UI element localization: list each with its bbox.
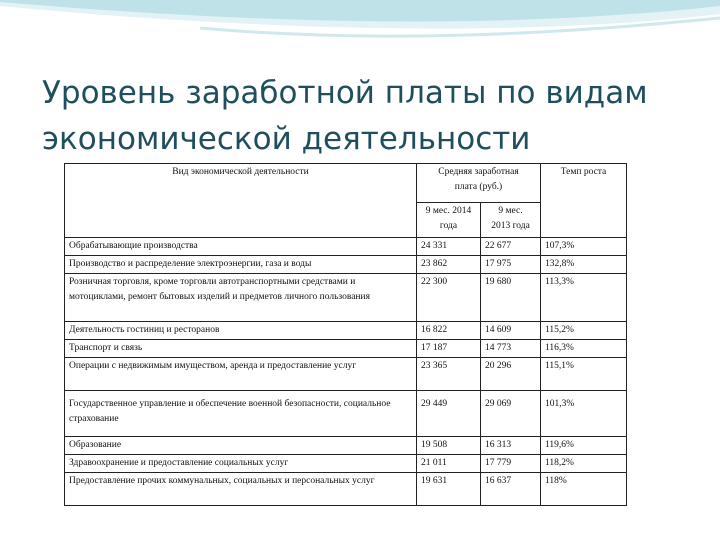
cell-activity: Деятельность гостиниц и ресторанов	[65, 322, 417, 340]
header-activity: Вид экономической деятельности	[65, 164, 417, 238]
cell-wage-2014: 21 011	[417, 455, 481, 473]
wage-table	[64, 163, 627, 506]
header-period-2013-line-1: 9 мес.	[498, 206, 523, 216]
cell-wage-2014: 24 331	[417, 238, 481, 256]
table-row	[65, 473, 627, 506]
table-row	[65, 238, 627, 256]
cell-activity: Транспорт и связь	[65, 340, 417, 358]
cell-wage-2014: 23 862	[417, 256, 481, 274]
table-row	[65, 274, 627, 322]
cell-wage-2014: 29 449	[417, 391, 481, 437]
cell-activity: Государственное управление и обеспечение военной безопасности, социальное страхование	[65, 391, 417, 437]
cell-wage-2013: 14 773	[481, 340, 541, 358]
cell-wage-2013: 17 779	[481, 455, 541, 473]
cell-growth-rate: 119,6%	[541, 437, 627, 455]
table-row	[65, 455, 627, 473]
header-period-2014-line-1: 9 мес. 2014	[425, 206, 472, 216]
slide-title-line-1: Уровень заработной платы по видам	[42, 75, 648, 111]
cell-wage-2013: 14 609	[481, 322, 541, 340]
cell-growth-rate: 118,2%	[541, 455, 627, 473]
header-avg-wage-line-1: Средняя заработная	[438, 167, 519, 177]
cell-growth-rate: 115,1%	[541, 358, 627, 391]
cell-activity: Обрабатывающие производства	[65, 238, 417, 256]
cell-wage-2013: 16 313	[481, 437, 541, 455]
cell-growth-rate: 107,3%	[541, 238, 627, 256]
cell-wage-2013: 16 637	[481, 473, 541, 506]
cell-wage-2014: 16 822	[417, 322, 481, 340]
cell-activity: Операции с недвижимым имуществом, аренда и предоставление услуг	[65, 358, 417, 391]
header-avg-wage	[417, 164, 541, 203]
cell-activity: Розничная торговля, кроме торговли автотранспортными средствами и мотоциклами, ремонт бытовых изделий и предметов личного пользования	[65, 274, 417, 322]
cell-growth-rate: 101,3%	[541, 391, 627, 437]
table-row	[65, 340, 627, 358]
table-row	[65, 322, 627, 340]
table-row	[65, 358, 627, 391]
table-row	[65, 391, 627, 437]
header-period-2013-line-2: 2013 года	[491, 221, 530, 231]
cell-wage-2013: 22 677	[481, 238, 541, 256]
cell-growth-rate: 132,8%	[541, 256, 627, 274]
slide-title-line-2: экономической деятельности	[42, 121, 531, 157]
cell-growth-rate: 113,3%	[541, 274, 627, 322]
cell-wage-2014: 23 365	[417, 358, 481, 391]
header-growth-rate: Темп роста	[541, 164, 627, 238]
header-swoosh-decoration	[0, 0, 720, 60]
cell-activity: Предоставление прочих коммунальных, социальных и персональных услуг	[65, 473, 417, 506]
cell-activity: Производство и распределение электроэнергии, газа и воды	[65, 256, 417, 274]
table-row	[65, 256, 627, 274]
cell-wage-2013: 19 680	[481, 274, 541, 322]
table-row	[65, 437, 627, 455]
cell-wage-2014: 19 508	[417, 437, 481, 455]
header-period-2014-line-2: года	[439, 221, 458, 231]
header-avg-wage-line-2: плата (руб.)	[454, 182, 503, 192]
cell-wage-2014: 17 187	[417, 340, 481, 358]
header-period-2013	[481, 203, 541, 238]
cell-wage-2014: 19 631	[417, 473, 481, 506]
cell-wage-2014: 22 300	[417, 274, 481, 322]
header-period-2014	[417, 203, 481, 238]
slide-title	[42, 70, 702, 162]
cell-wage-2013: 17 975	[481, 256, 541, 274]
cell-growth-rate: 115,2%	[541, 322, 627, 340]
cell-wage-2013: 20 296	[481, 358, 541, 391]
cell-activity: Здравоохранение и предоставление социальных услуг	[65, 455, 417, 473]
cell-growth-rate: 118%	[541, 473, 627, 506]
cell-wage-2013: 29 069	[481, 391, 541, 437]
cell-activity: Образование	[65, 437, 417, 455]
cell-growth-rate: 116,3%	[541, 340, 627, 358]
